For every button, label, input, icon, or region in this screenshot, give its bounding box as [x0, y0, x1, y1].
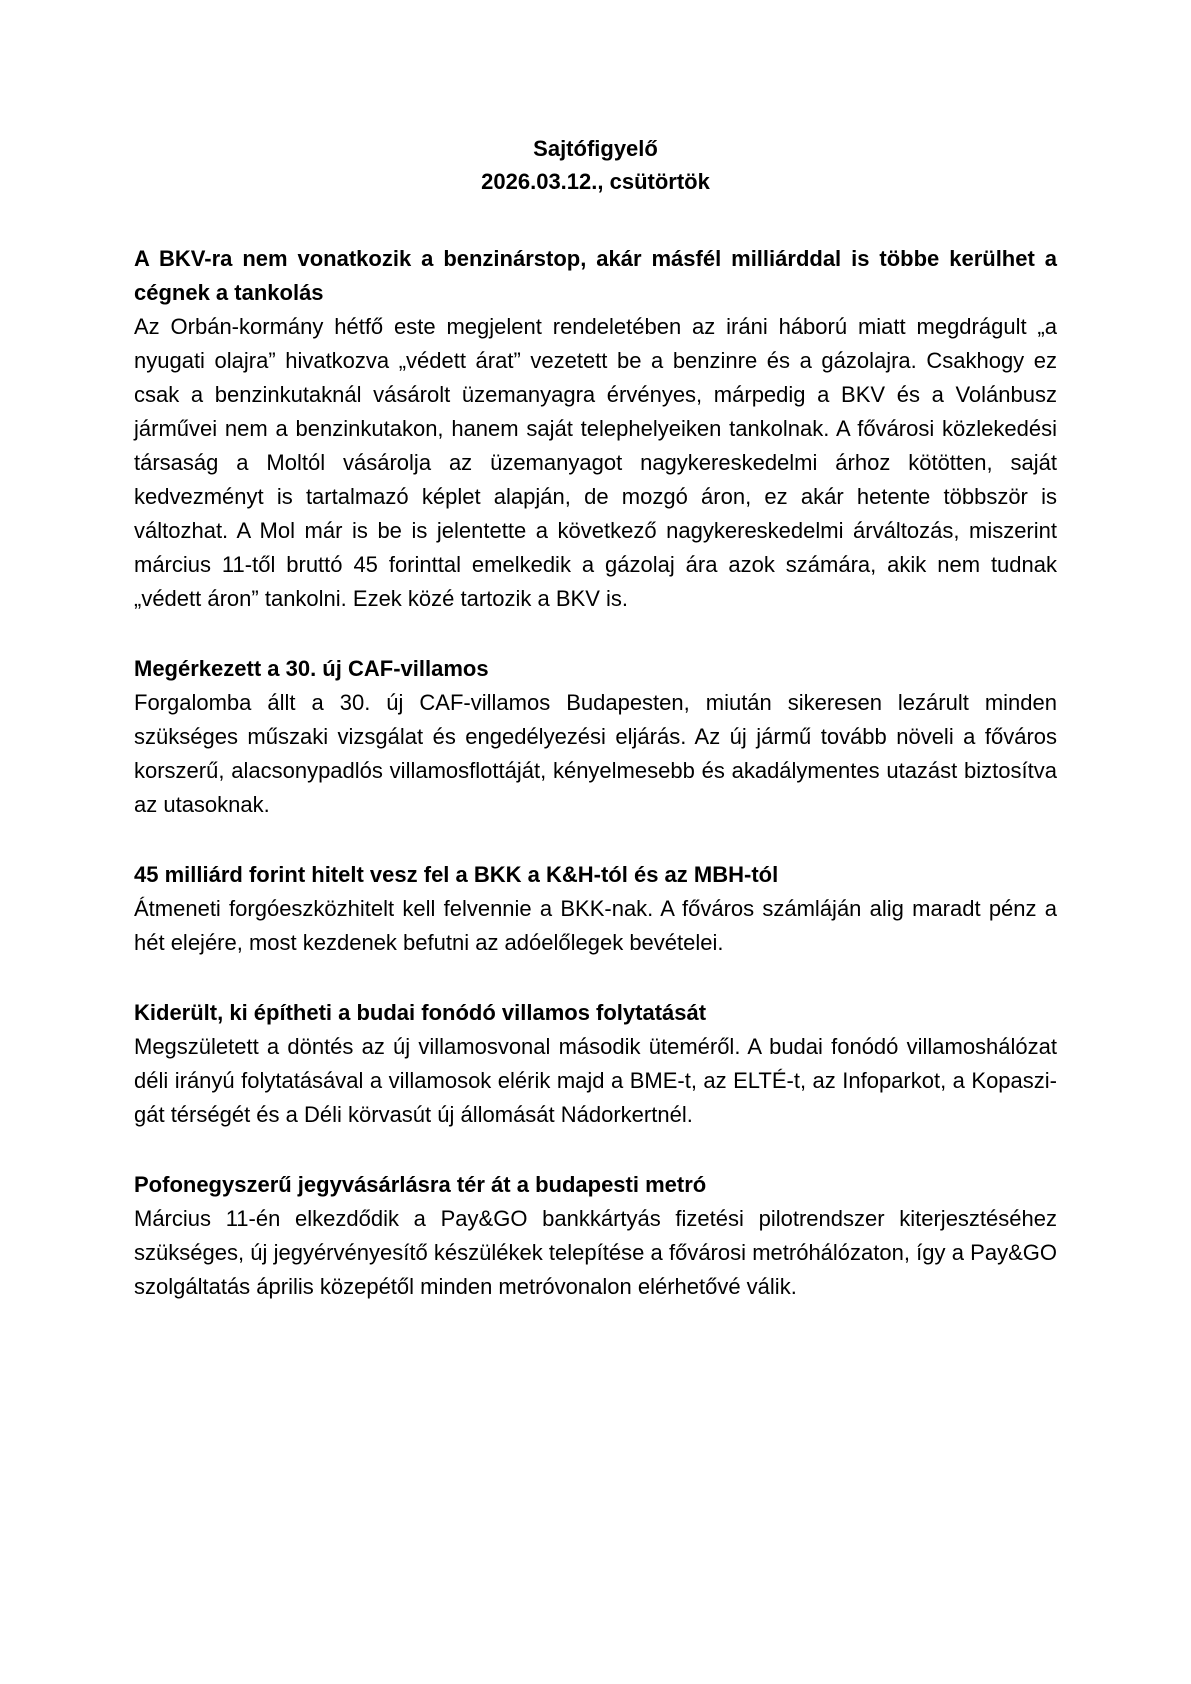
article-bkv-benzinarstop: [134, 242, 1057, 616]
article-body: Az Orbán-kormány hétfő este megjelent rendeletében az iráni háború miatt megdrágult „a nyugati olajra” hivatkozva „védett árat” vezetett be a benzinre és a gázolajra. Csakhogy ez csak a benzinkutaknál vásárolt üzemanyagra érvényes, márpedig a BKV és a Volánbusz járművei nem a benzinkutakon, hanem saját telephelyeiken tankolnak. A fővárosi közlekedési társaság a Moltól vásárolja az üzemanyagot nagykereskedelmi árhoz kötötten, saját kedvezményt is tartalmazó képlet alapján, de mozgó áron, ez akár hetente többször is változhat. A Mol már is be is jelentette a következő nagykereskedelmi árváltozás, miszerint március 11-től bruttó 45 forinttal emelkedik a gázolaj ára azok számára, akik nem tudnak „védett áron” tankolni. Ezek közé tartozik a BKV is.: [134, 314, 1057, 611]
article-body: Forgalomba állt a 30. új CAF-villamos Budapesten, miután sikeresen lezárult minden szükséges műszaki vizsgálat és engedélyezési eljárás. Az új jármű tovább növeli a főváros korszerű, alacsonypadlós villamosflottáját, kényelmesebb és akadálymentes utazást biztosítva az utasoknak.: [134, 690, 1057, 817]
document-header: [134, 132, 1057, 198]
document-title: Sajtófigyelő: [533, 136, 658, 161]
article-heading: Kiderült, ki építheti a budai fonódó villamos folytatását: [134, 1000, 707, 1025]
article-heading: 45 milliárd forint hitelt vesz fel a BKK a K&H-tól és az MBH-tól: [134, 862, 779, 887]
article-heading: A BKV-ra nem vonatkozik a benzinárstop, akár másfél milliárddal is többe kerülhet a cégnek a tankolás: [134, 246, 1057, 305]
article-body: Megszületett a döntés az új villamosvonal második üteméről. A budai fonódó villamoshálózat déli irányú folytatásával a villamosok elérik majd a BME-t, az ELTÉ-t, az Infoparkot, a Kopaszi-gát térségét és a Déli körvasút új állomását Nádorkertnél.: [134, 1034, 1057, 1127]
article-fonodo-villamos: [134, 996, 1057, 1132]
article-body: Március 11-én elkezdődik a Pay&GO bankkártyás fizetési pilotrendszer kiterjesztéséhez szükséges, új jegyérvényesítő készülékek telepítése a fővárosi metróhálózaton, így a Pay&GO szolgáltatás április közepétől minden metróvonalon elérhetővé válik.: [134, 1206, 1057, 1299]
article-body: Átmeneti forgóeszközhitelt kell felvennie a BKK-nak. A főváros számláján alig maradt pénz a hét elejére, most kezdenek befutni az adóelőlegek bevételei.: [134, 896, 1057, 955]
article-metro-jegyvasarlas: [134, 1168, 1057, 1304]
article-heading: Pofonegyszerű jegyvásárlásra tér át a budapesti metró: [134, 1172, 707, 1197]
article-bkk-hitel: [134, 858, 1057, 960]
document-date: 2026.03.12., csütörtök: [481, 169, 710, 194]
article-heading: Megérkezett a 30. új CAF-villamos: [134, 656, 489, 681]
document-content: [134, 242, 1057, 1304]
article-caf-villamos: [134, 652, 1057, 822]
